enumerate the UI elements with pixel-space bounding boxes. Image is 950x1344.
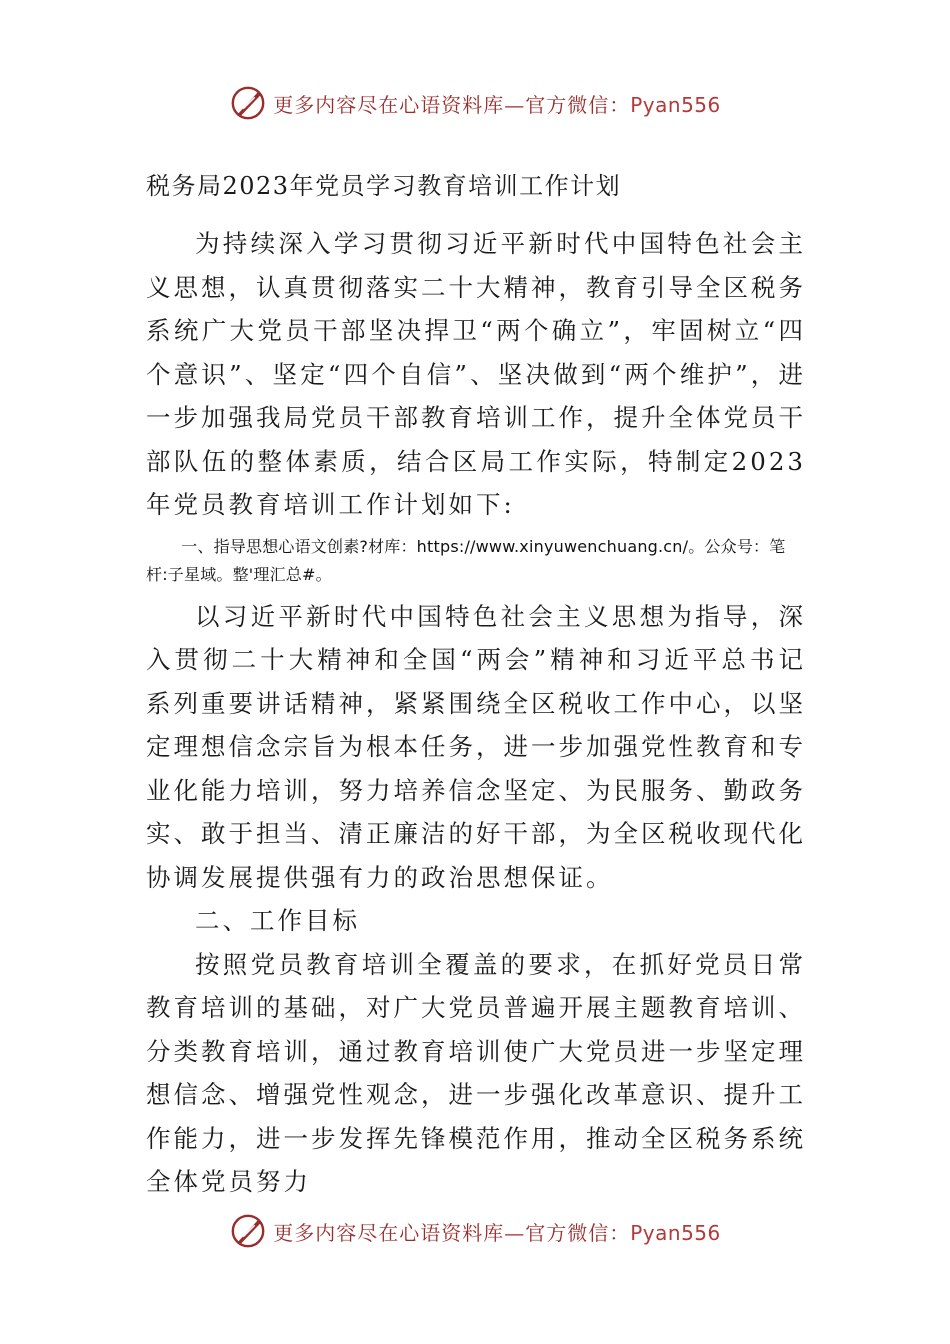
work-goals-paragraph: 按照党员教育培训全覆盖的要求，在抓好党员日常教育培训的基础，对广大党员普遍开展主题教育培训、分类教育培训，通过教育培训使广大党员进一步坚定理想信念、增强党性观念，进一步强化改革意识、提升工作能力，进一步发挥先锋模范作用，推动全区税务系统全体党员努力 [146, 949, 806, 1196]
footer-banner [0, 1208, 950, 1254]
header-banner [0, 80, 950, 126]
document-title: 税务局2023年党员学习教育培训工作计划 [146, 172, 622, 200]
document-body [146, 164, 806, 1204]
wechat-id: Pyan556 [630, 92, 721, 117]
quill-pen-logo-icon [229, 84, 267, 122]
section-heading-work-goals: 二、工作目标 [195, 906, 360, 935]
wechat-id: Pyan556 [630, 1220, 721, 1245]
intro-paragraph: 为持续深入学习贯彻习近平新时代中国特色社会主义思想，认真贯彻落实二十大精神，教育引导全区税务系统广大党员干部坚决捍卫“两个确立”，牢固树立“四个意识”、坚定“四个自信”、坚决做到“两个维护”，进一步加强我局党员干部教育培训工作，提升全体党员干部队伍的整体素质，结合区局工作实际，特制定2023年党员教育培训工作计划如下: [146, 229, 806, 519]
section-heading-guiding-ideology: 一、指导思想心语文创素?材库：https://www.xinyuwenchuang.cn/。公众号：笔杆:子星域。整'理汇总#。 [146, 536, 786, 584]
guiding-ideology-paragraph: 以习近平新时代中国特色社会主义思想为指导，深入贯彻二十大精神和全国“两会”精神和习近平总书记系列重要讲话精神，紧紧围绕全区税收工作中心，以坚定理想信念宗旨为根本任务，进一步加强党性教育和专业化能力培训，努力培养信念坚定、为民服务、勤政务实、敢于担当、清正廉洁的好干部，为全区税收现代化协调发展提供强有力的政治思想保证。 [146, 601, 806, 892]
banner-text: 更多内容尽在心语资料库—官方微信：Pyan556 [273, 1220, 721, 1245]
banner-text: 更多内容尽在心语资料库—官方微信：Pyan556 [273, 92, 721, 117]
quill-pen-logo-icon [229, 1212, 267, 1250]
